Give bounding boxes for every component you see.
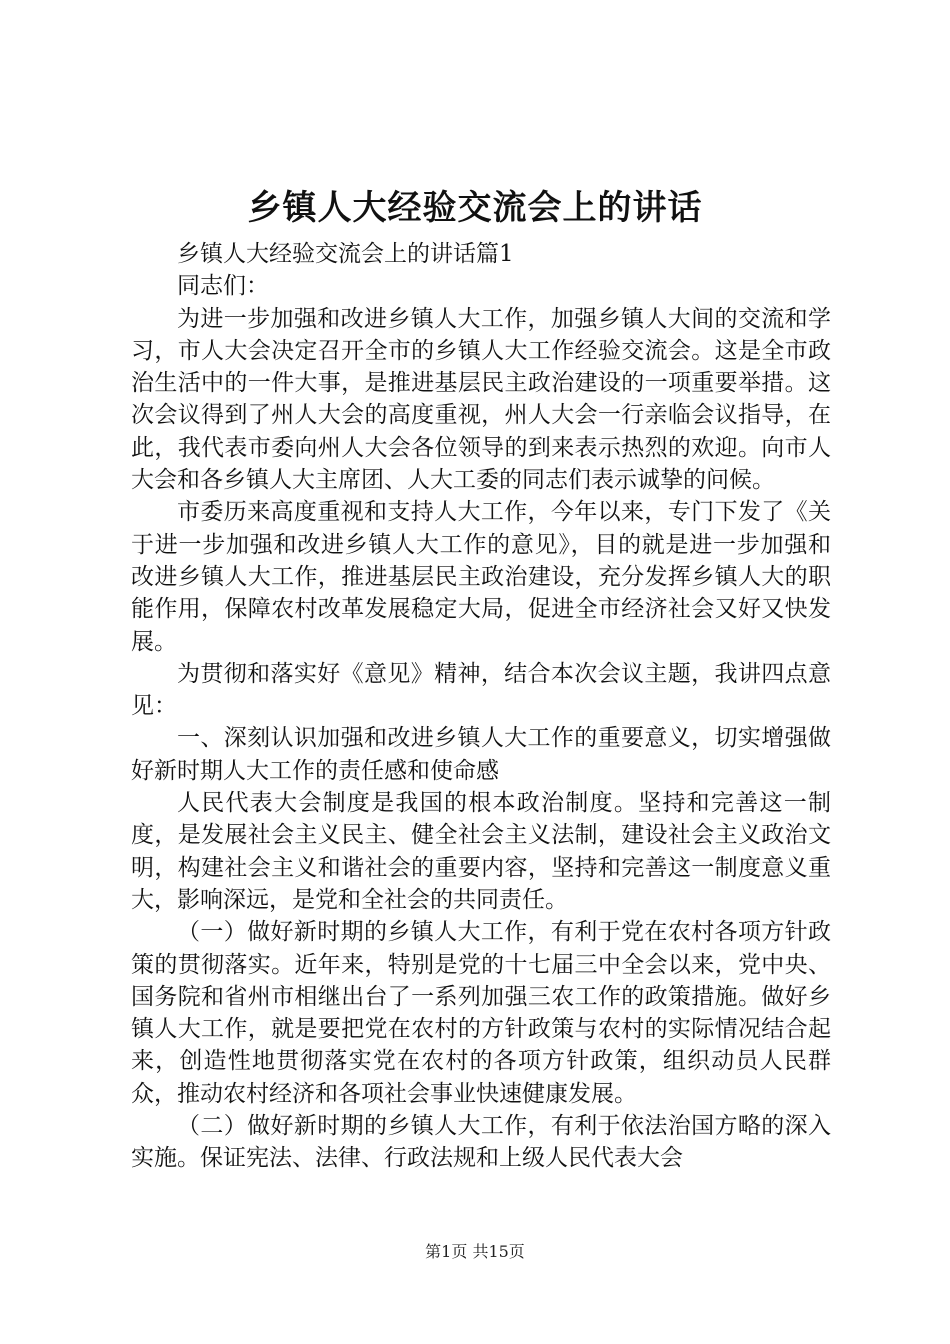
paragraph-four-points: 为贯彻和落实好《意见》精神，结合本次会议主题，我讲四点意见：: [131, 660, 831, 720]
paragraph-point-one-heading: 一、深刻认识加强和改进乡镇人大工作的重要意义，切实增强做好新时期人大工作的责任感和使命感: [131, 725, 831, 784]
paragraph-sub-one: （一）做好新时期的乡镇人大工作，有利于党在农村各项方针政策的贯彻落实。近年来，特别是党的十七届三中全会以来，党中央、国务院和省州市相继出台了一系列加强三农工作的政策措施。做好乡镇人大工作，就是要把党在农村的方针政策与农村的实际情况结合起来，创造性地贯彻落实党在农村的各项方针政策，组织动员人民群众，推动农村经济和各项社会事业快速健康发展。: [131, 919, 831, 1107]
paragraph-intro: 为进一步加强和改进乡镇人大工作，加强乡镇人大间的交流和学习，市人大会决定召开全市的乡镇人大工作经验交流会。这是全市政治生活中的一件大事，是推进基层民主政治建设的一项重要举措。这次会议得到了州人大会的高度重视，州人大会一行亲临会议指导，在此，我代表市委向州人大会各位领导的到来表示热烈的欢迎。向市人大会和各乡镇人大主席团、人大工委的同志们表示诚挚的问候。: [131, 305, 831, 494]
salutation: 同志们：: [177, 273, 269, 300]
page-number-footer: 第1页 共15页: [425, 1242, 525, 1261]
paragraph-sub-two: （二）做好新时期的乡镇人大工作，有利于依法治国方略的深入实施。保证宪法、法律、行政法规和上级人民代表大会: [131, 1113, 831, 1172]
paragraph-system: 人民代表大会制度是我国的根本政治制度。坚持和完善这一制度，是发展社会主义民主、健全社会主义法制，建设社会主义政治文明，构建社会主义和谐社会的重要内容，坚持和完善这一制度意义重大，影响深远，是党和全社会的共同责任。: [131, 790, 831, 913]
document-body: [131, 238, 831, 1175]
paragraph-city-committee: 市委历来高度重视和支持人大工作，今年以来，专门下发了《关于进一步加强和改进乡镇人大工作的意见》，目的就是进一步加强和改进乡镇人大工作，推进基层民主政治建设，充分发挥乡镇人大的职能作用，保障农村改革发展稳定大局，促进全市经济社会又好又快发展。: [131, 499, 831, 655]
section-heading: 乡镇人大经验交流会上的讲话篇1: [177, 241, 514, 267]
document-title: 乡镇人大经验交流会上的讲话: [247, 188, 703, 228]
